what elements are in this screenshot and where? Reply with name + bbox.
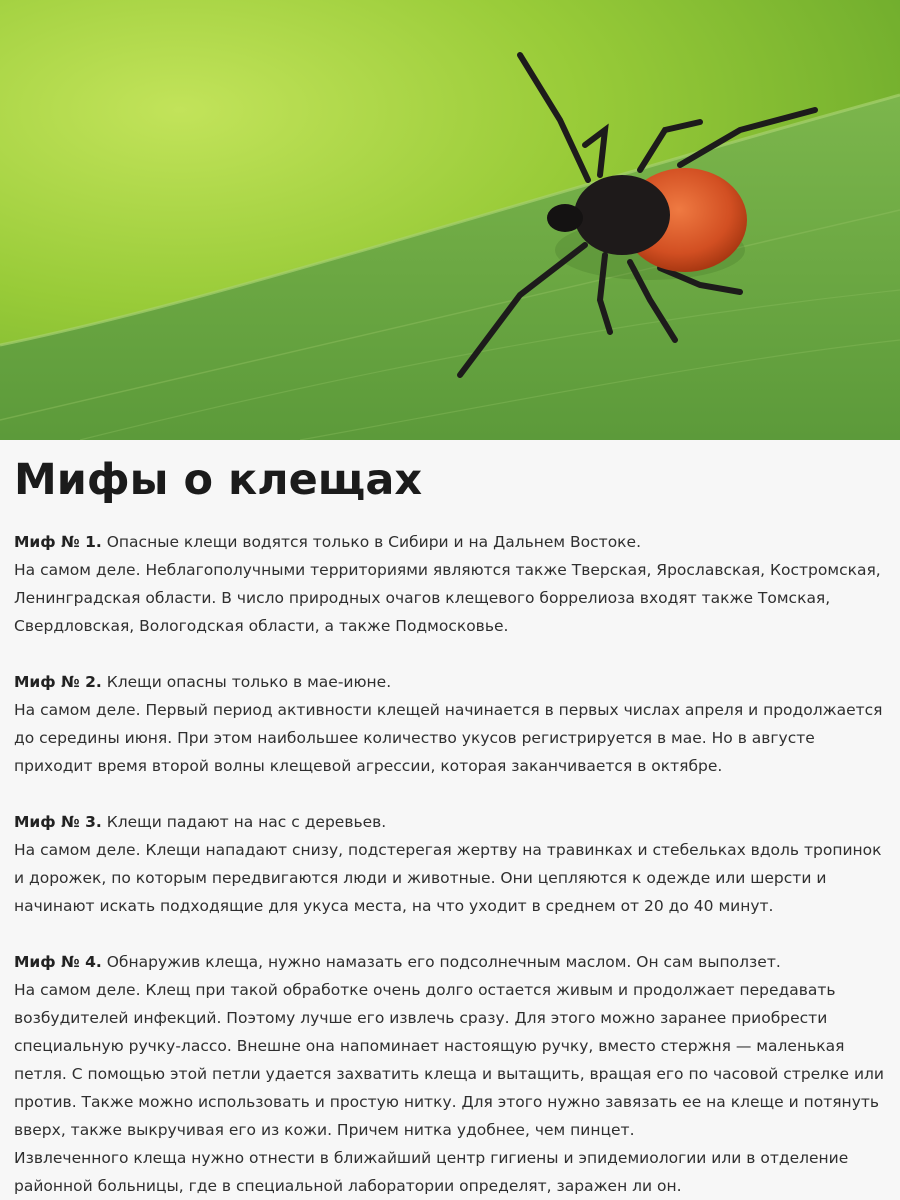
myth-truth: На самом деле. Клещ при такой обработке очень долго остается живым и продолжает передавать возбудителей инфекций. Поэтому лучше его извлечь сразу. Для этого можно заранее приобрести специальную ручку-лассо. Внешне она напоминает настоящую ручку, вместо стержня — маленькая петля. С помощью этой петли удается захватить клеща и вытащить, вращая его по часовой стрелке или против. Также можно использовать и простую нитку. Для этого нужно завязать ее на клеще и потянуть вверх, также выкручивая его из кожи. Причем нитка удобнее, чем пинцет. xyxy=(14,981,884,1139)
myth-claim-text: Опасные клещи водятся только в Сибири и на Дальнем Востоке. xyxy=(106,533,642,551)
myth-label: Миф № 4. xyxy=(14,953,102,971)
myth-4 xyxy=(14,948,886,1200)
myth-claim xyxy=(14,668,886,696)
myth-claim-text: Обнаружив клеща, нужно намазать его подсолнечным маслом. Он сам выползет. xyxy=(106,953,781,971)
myth-truth-extra: Извлеченного клеща нужно отнести в ближайший центр гигиены и эпидемиологии или в отделение районной больницы, где в специальной лаборатории определят, заражен ли он. xyxy=(14,1149,849,1195)
myth-truth: На самом деле. Клещи нападают снизу, подстерегая жертву на травинках и стебельках вдоль тропинок и дорожек, по которым передвигаются люди и животные. Они цепляются к одежде или шерсти и начинают искать подходящие для укуса места, на что уходит в среднем от 20 до 40 минут. xyxy=(14,841,882,915)
page-title: Мифы о клещах xyxy=(14,455,423,505)
myth-3 xyxy=(14,808,886,920)
myth-label: Миф № 1. xyxy=(14,533,102,551)
myth-claim xyxy=(14,528,886,556)
myth-label: Миф № 2. xyxy=(14,673,102,691)
myth-label: Миф № 3. xyxy=(14,813,102,831)
tick-on-leaf-icon xyxy=(0,0,900,440)
article xyxy=(14,440,886,1200)
myth-truth: На самом деле. Неблагополучными территориями являются также Тверская, Ярославская, Костромская, Ленинградская области. В число природных очагов клещевого боррелиоза входят также Томская, Свердловская, Вологодская области, а также Подмосковье. xyxy=(14,561,881,635)
myth-truth: На самом деле. Первый период активности клещей начинается в первых числах апреля и продолжается до середины июня. При этом наибольшее количество укусов регистрируется в мае. Но в августе приходит время второй волны клещевой агрессии, которая заканчивается в октябре. xyxy=(14,701,883,775)
myth-1 xyxy=(14,528,886,640)
myth-2 xyxy=(14,668,886,780)
hero-photo xyxy=(0,0,900,440)
myth-claim xyxy=(14,948,886,976)
myth-claim xyxy=(14,808,886,836)
myth-claim-text: Клещи падают на нас с деревьев. xyxy=(106,813,387,831)
myth-claim-text: Клещи опасны только в мае-июне. xyxy=(106,673,392,691)
